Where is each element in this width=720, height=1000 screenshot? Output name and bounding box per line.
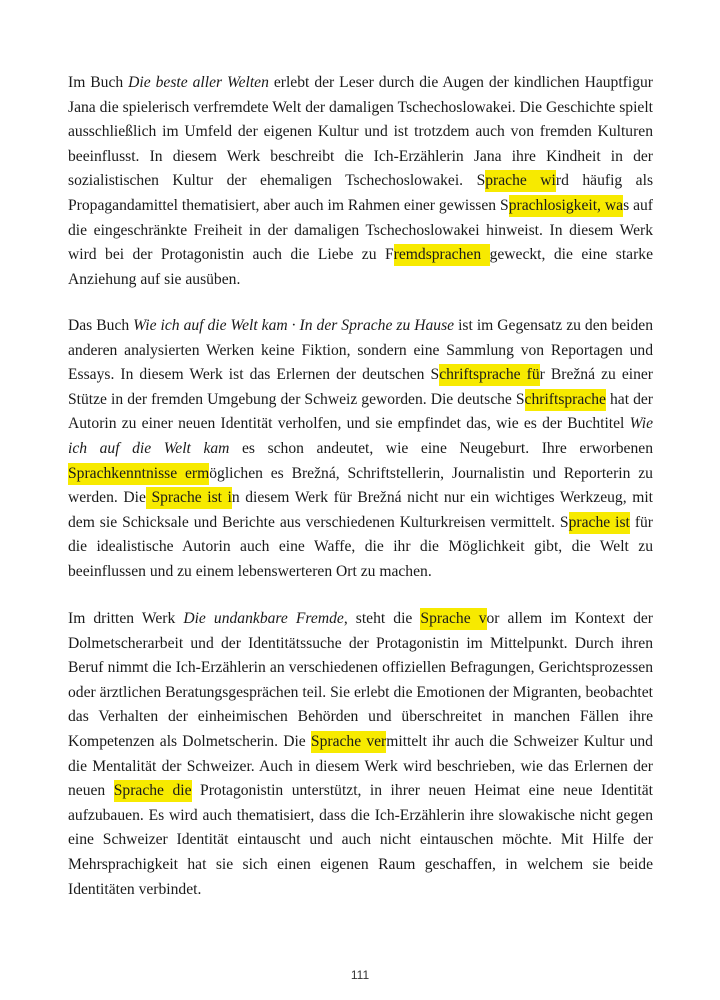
- text-segment: Identitäten verbindet.: [68, 880, 202, 898]
- text-line: [68, 363, 653, 388]
- text-segment: Protagonistin unterstützt, in ihrer neuen Heimat eine neue Identität: [191, 782, 654, 800]
- text-segment: geweckt, die eine starke: [489, 246, 653, 264]
- text-line: [68, 388, 653, 413]
- paragraph-3: [68, 607, 653, 902]
- text-line: [68, 632, 653, 657]
- text-segment: oder ärztlichen Beratungsgesprächen teil. Sie erlebt die Emotionen der Migranten, beobachtet: [68, 683, 653, 701]
- text-segment: Propagandamittel thematisiert, aber auch im Rahmen einer gewissen S: [68, 196, 509, 214]
- highlighted-text: Sprache v: [420, 608, 486, 630]
- text-segment: die eingeschränkte Freiheit in der damaligen Tschechoslowakei hinweist. In diesem Werk: [68, 221, 653, 239]
- text-segment: dem sie Schicksale und Berichte aus verschiedenen Kulturkreisen vermittelt. S: [68, 513, 569, 531]
- book-title: Die undankbare Fremde: [183, 610, 344, 627]
- highlighted-text: Sprache die: [114, 780, 192, 802]
- text-line: [68, 169, 653, 194]
- text-line: [68, 486, 653, 511]
- text-segment: es schon andeutet, wie eine Neugeburt. Ihre erworbenen: [229, 439, 653, 457]
- text-line: [68, 412, 653, 437]
- book-title: Wie ich auf die Welt kam · In der Sprache zu Hause: [133, 317, 455, 334]
- text-segment: wird bei der Protagonistin auch die Liebe zu F: [68, 246, 394, 264]
- text-segment: Das Buch: [68, 317, 134, 334]
- text-segment: Stütze in der fremden Umgebung der Schweiz geworden. Die deutsche S: [68, 390, 525, 408]
- text-line: [68, 339, 653, 364]
- text-segment: Im Buch: [68, 74, 129, 91]
- text-line: [68, 755, 653, 780]
- text-line: [68, 705, 653, 730]
- text-segment: Mehrsprachigkeit hat sie sich einen eigenen Raum geschaffen, in welchem sie beide: [68, 855, 653, 873]
- text-segment: Autorin zu einer neuen Identität verholfen, und sie empfindet das, wie es der Buchtitel: [68, 415, 630, 433]
- text-line: [68, 314, 653, 339]
- highlighted-text: prachlosigkeit, wa: [509, 195, 623, 217]
- text-segment: ausschließlich im Umfeld der eigenen Kultur und ist trotzdem auch von fremden Kulturen: [68, 123, 653, 141]
- text-line: [68, 462, 653, 487]
- text-segment: or allem im Kontext der: [486, 610, 653, 627]
- text-segment: beeinflusst. In diesem Werk beschreibt die Ich-Erzählerin Jana ihre Kindheit in der: [68, 147, 653, 165]
- text-segment: für: [629, 513, 654, 531]
- text-segment: die Mentalität der Schweizer. Auch in diesem Werk wird beschrieben, wie das Erlernen der: [68, 757, 653, 775]
- text-segment: ist im Gegensatz zu den beiden: [454, 317, 654, 334]
- highlighted-text: Sprache ist i: [146, 487, 232, 509]
- text-line: [68, 268, 653, 293]
- text-line: [68, 219, 653, 244]
- text-segment: werden. Die: [68, 489, 146, 507]
- text-segment: aufzubauen. Es wird auch thematisiert, dass die Ich-Erzählerin ihre slowakische nicht gegen: [68, 806, 653, 824]
- text-segment: mittelt ihr auch die Schweizer Kultur und: [386, 732, 653, 750]
- text-line: [68, 437, 653, 462]
- text-segment: eine Schweizer Identität eintauscht und auch nicht eintauschen möchte. Mit Hilfe der: [68, 831, 653, 849]
- text-line: [68, 607, 653, 632]
- text-line: [68, 730, 653, 755]
- text-segment: Essays. In diesem Werk ist das Erlernen der deutschen S: [68, 366, 440, 384]
- text-segment: öglichen es Brežná, Schriftstellerin, Journalistin und Reporterin zu: [209, 464, 653, 482]
- book-title: Die beste aller Welten: [128, 74, 269, 91]
- text-line: [68, 560, 653, 585]
- text-segment: die idealistische Autorin auch eine Waffe, die ihr die Möglichkeit gibt, die Welt zu: [68, 538, 653, 556]
- book-title: ich auf die Welt kam: [68, 439, 230, 457]
- highlighted-text: Sprachkenntnisse erm: [68, 463, 209, 485]
- text-segment: erlebt der Leser durch die Augen der kindlichen Hauptfigur: [268, 74, 653, 91]
- page-number: 111: [350, 968, 370, 982]
- highlighted-text: remdsprachen: [394, 244, 490, 266]
- text-segment: Beruf nimmt die Ich-Erzählerin an verschiedenen offiziellen Befragungen, Gerichtsprozessen: [68, 659, 653, 677]
- text-line: [68, 853, 653, 878]
- text-segment: , steht die: [343, 610, 421, 627]
- text-line: [68, 71, 653, 96]
- text-line: [68, 535, 653, 560]
- text-segment: n diesem Werk für Brežná nicht nur ein wichtiges Werkzeug, mit: [231, 489, 653, 507]
- text-line: [68, 804, 653, 829]
- highlighted-text: chriftsprache: [525, 389, 606, 411]
- text-segment: r Brežná zu einer: [539, 366, 654, 384]
- text-line: [68, 656, 653, 681]
- highlighted-text: chriftsprache fü: [439, 364, 539, 386]
- text-line: [68, 828, 653, 853]
- text-segment: Kompetenzen als Dolmetscherin. Die: [68, 732, 311, 750]
- paragraph-2: [68, 314, 653, 585]
- text-segment: s auf: [623, 196, 653, 214]
- text-segment: das Verhalten der einheimischen Behörden und überschreitet in manchen Fällen ihre: [68, 708, 653, 726]
- text-line: [68, 145, 653, 170]
- text-line: [68, 779, 653, 804]
- text-segment: anderen analysierten Werken keine Fiktion, sondern eine Sammlung von Reportagen und: [68, 341, 653, 359]
- text-segment: beeinflussen und zu einem lebenswerteren Ort zu machen.: [68, 562, 432, 580]
- text-line: [68, 511, 653, 536]
- text-line: [68, 194, 653, 219]
- text-segment: Im dritten Werk: [68, 610, 184, 627]
- text-segment: sozialistischen Kultur der ehemaligen Tschechoslowakei. S: [68, 172, 486, 190]
- text-segment: Anziehung auf sie ausüben.: [68, 270, 241, 288]
- text-line: [68, 878, 653, 903]
- text-segment: Dolmetscherarbeit und der Identitätssuche der Protagonistin im Mittelpunkt. Durch ihren: [68, 634, 653, 652]
- highlighted-text: prache wi: [485, 170, 556, 192]
- book-title: Wie: [629, 415, 653, 433]
- text-line: [68, 96, 653, 121]
- text-line: [68, 120, 653, 145]
- highlighted-text: prache ist: [569, 512, 630, 534]
- text-line: [68, 243, 653, 268]
- text-segment: Jana die spielerisch verfremdete Welt der damaligen Tschechoslowakei. Die Geschichte spielt: [68, 98, 653, 116]
- text-segment: rd häufig als: [555, 172, 654, 190]
- text-segment: neuen: [68, 782, 114, 800]
- highlighted-text: Sprache ver: [311, 731, 386, 753]
- text-segment: hat der: [605, 390, 653, 408]
- text-line: [68, 681, 653, 706]
- paragraph-1: [68, 71, 653, 292]
